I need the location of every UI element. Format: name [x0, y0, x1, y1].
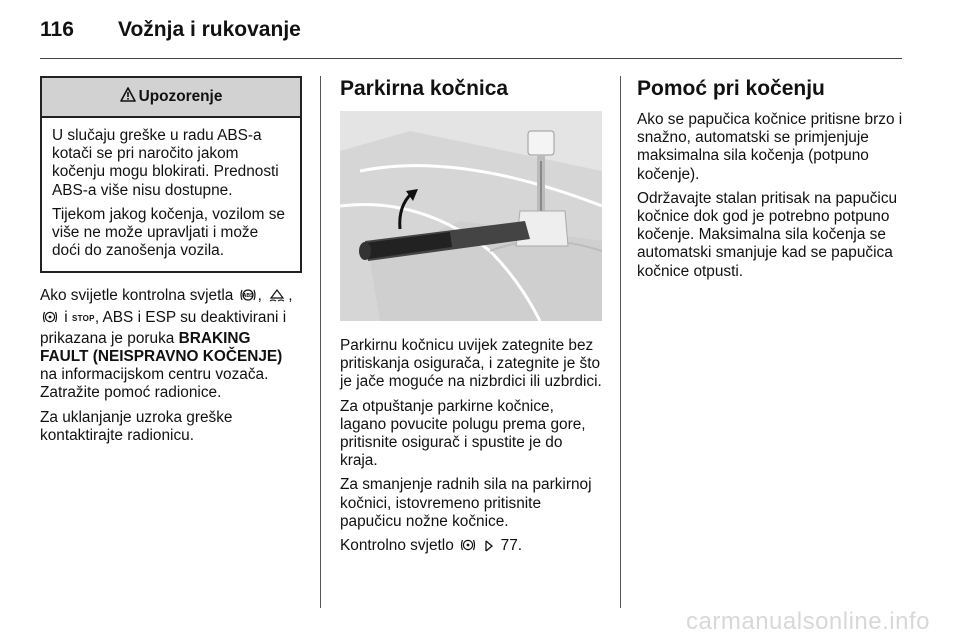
page-number: 116	[40, 18, 74, 41]
fault-text-mid: , ABS i ESP su deaktivirani i prikazana je poruka	[40, 308, 287, 347]
contact-paragraph: Za uklanjanje uzroka greške kontaktirajte radionicu.	[40, 408, 233, 444]
fault-sep-2: ,	[288, 287, 293, 305]
parking-paragraph-1: Parkirnu kočnicu uvijek zategnite bez pritiskanja osigurača, i zategnite je što je jače moguće na nizbrdici ili uzbrdici.	[340, 337, 602, 391]
parking-brake-heading: Parkirna kočnica	[340, 77, 509, 100]
warning-paragraph-1: U slučaju greške u radu ABS-a kotači se pri naročito jakom kočenju mogu blokirati. Prednosti ABS-a više nisu dostupne.	[52, 127, 279, 199]
warning-title: Upozorenje	[138, 87, 223, 105]
traction-off-icon	[268, 287, 286, 308]
site-watermark: carmanualsonline.info	[686, 608, 930, 635]
brake-warning-icon	[42, 309, 58, 330]
parking-paragraph-2: Za otpuštanje parkirne kočnice, lagano povucite polugu prema gore, pritisnite osigurač i spustite je do kraja.	[340, 397, 586, 470]
chapter-title: Vožnja i rukovanje	[118, 18, 301, 41]
svg-text:ABS: ABS	[242, 293, 253, 300]
assist-paragraph-1: Ako se papučica kočnice pritisne brzo i snažno, automatski se primjenjuje maksimalna sila kočenja (potpuno kočenje).	[637, 111, 903, 183]
fault-text-start: Ako svijetle kontrolna svjetla	[40, 287, 234, 305]
fault-message: BRAKING FAULT (NEISPRAVNO KOČENJE)	[40, 329, 283, 366]
warning-triangle-icon	[120, 87, 139, 107]
column-right	[637, 76, 903, 287]
column-middle	[340, 76, 604, 564]
control-light-text: Kontrolno svjetlo	[340, 537, 454, 555]
warning-paragraph-2: Tijekom jakog kočenja, vozilom se više ne može upravljati i može doći do zanošenja vozila.	[52, 205, 285, 260]
brake-assist-heading: Pomoć pri kočenju	[637, 77, 825, 100]
parking-paragraph-4	[340, 537, 604, 558]
parking-brake-illustration	[340, 111, 602, 321]
warning-box	[40, 76, 302, 273]
stop-symbol: STOP	[71, 313, 95, 323]
header-rule	[40, 58, 902, 59]
brake-warning-icon	[460, 537, 476, 558]
assist-paragraph-2: Održavajte stalan pritisak na papučicu kočnice dok god je potrebno potpuno kočenje. Maksimalna sila kočenja se automatski smanjuje kad se papučica kočnice otpusti.	[637, 189, 898, 280]
page-reference-icon[interactable]	[484, 539, 494, 558]
fault-sep-1: ,	[257, 287, 262, 305]
fault-and: i	[64, 308, 68, 326]
fault-text-end: na informacijskom centru vozača. Zatražite pomoć radionice.	[40, 366, 269, 402]
column-left	[40, 76, 302, 451]
fault-paragraph	[40, 287, 302, 402]
abs-warning-icon	[240, 287, 256, 308]
warning-header	[42, 78, 300, 118]
column-divider-2	[620, 76, 621, 608]
parking-paragraph-3: Za smanjenje radnih sila na parkirnoj kočnici, istovremeno pritisnite papučicu nožne kočnice.	[340, 476, 592, 530]
warning-body	[42, 118, 300, 271]
page-reference-link[interactable]: 77.	[500, 537, 523, 555]
column-divider-1	[320, 76, 321, 608]
